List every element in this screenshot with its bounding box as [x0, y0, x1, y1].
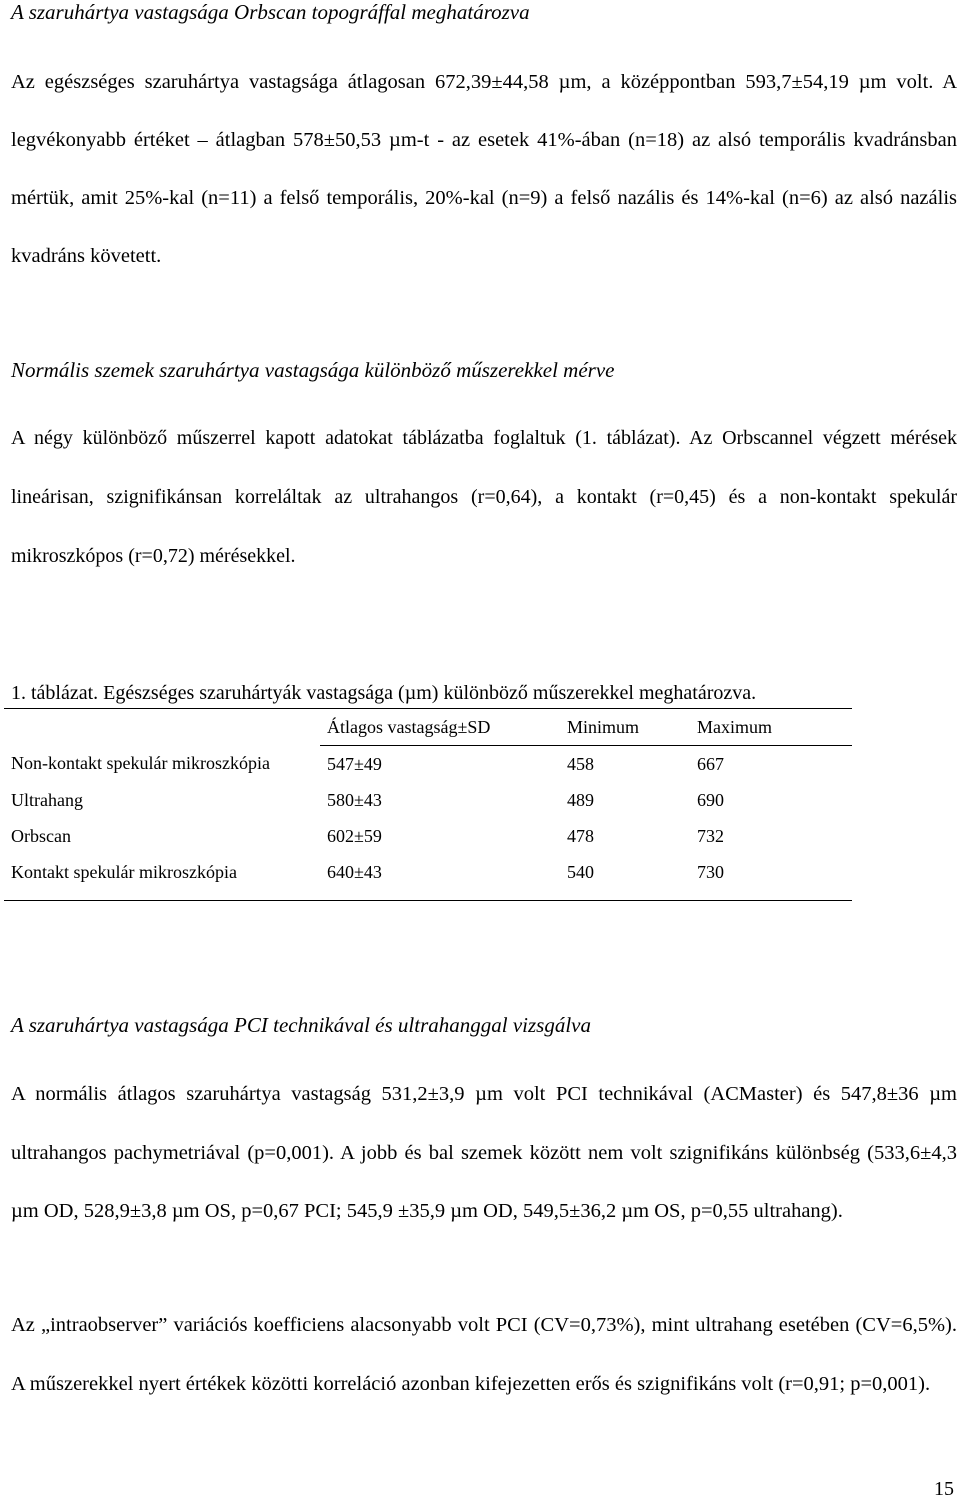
table-cell-minimum: 489: [567, 789, 594, 810]
table-header-minimum: Minimum: [560, 709, 690, 746]
table-row: [4, 854, 852, 901]
table-header-empty: [4, 709, 320, 746]
table-cell-maximum: 732: [697, 825, 724, 846]
table-cell-maximum: 667: [697, 753, 724, 774]
table-caption: 1. táblázat. Egészséges szaruhártyák vastagsága (µm) különböző műszerekkel meghatározva.: [11, 682, 757, 704]
table-cell-minimum: 458: [567, 753, 594, 774]
thickness-table: [4, 708, 852, 901]
section-heading-instruments: Normális szemek szaruhártya vastagsága különböző műszerekkel mérve: [11, 358, 615, 382]
table-row: [4, 746, 852, 783]
paragraph-instruments: A négy különböző műszerrel kapott adatokat táblázatba foglaltuk (1. táblázat). Az Orbscannel végzett mérések lineárisan, szignifikánsan korreláltak az ultrahangos (r=0,64), a kontakt (r=0,45) és a non-kontakt spekulár mikroszkópos (r=0,72) mérésekkel.: [11, 427, 957, 567]
table-cell-instrument: Orbscan: [11, 825, 71, 846]
table-header-mean: Átlagos vastagság±SD: [320, 709, 560, 746]
table-header-row: [4, 709, 852, 746]
table-cell-mean: 580±43: [327, 789, 382, 810]
table-header-maximum: Maximum: [690, 709, 852, 746]
paragraph-pci-variation: Az „intraobserver” variációs koefficiens alacsonyabb volt PCI (CV=0,73%), mint ultrahang esetében (CV=6,5%). A műszerekkel nyert értékek közötti korreláció azonban kifejezetten erős és szignifikáns volt (r=0,91; p=0,001).: [11, 1314, 957, 1395]
table-row: [4, 818, 852, 854]
table-cell-mean: 547±49: [327, 753, 382, 774]
section-heading-orbscan: A szaruhártya vastagsága Orbscan topográffal meghatározva: [11, 0, 530, 24]
table-cell-mean: 602±59: [327, 825, 382, 846]
table-cell-minimum: 478: [567, 825, 594, 846]
paragraph-orbscan: Az egészséges szaruhártya vastagsága átlagosan 672,39±44,58 µm, a középpontban 593,7±54,19 µm volt. A legvékonyabb értéket – átlagban 578±50,53 µm-t - az esetek 41%-ában (n=18) az alsó temporális kvadránsban mértük, amit 25%-kal (n=11) a felső temporális, 20%-kal (n=9) a felső nazális és 14%-kal (n=6) az alsó nazális kvadráns követett.: [11, 71, 957, 267]
page-number: 15: [934, 1478, 954, 1500]
table-cell-mean: 640±43: [327, 861, 382, 882]
table-row: [4, 782, 852, 818]
section-heading-pci: A szaruhártya vastagsága PCI technikával és ultrahanggal vizsgálva: [11, 1013, 591, 1037]
table-cell-maximum: 690: [697, 789, 724, 810]
paragraph-pci-results: A normális átlagos szaruhártya vastagság 531,2±3,9 µm volt PCI technikával (ACMaster) és 547,8±36 µm ultrahangos pachymetriával (p=0,001). A jobb és bal szemek között nem volt szignifikáns különbség (533,6±4,3 µm OD, 528,9±3,8 µm OS, p=0,67 PCI; 545,9 ±35,9 µm OD, 549,5±36,2 µm OS, p=0,55 ultrahang).: [11, 1083, 957, 1222]
table-cell-instrument: Ultrahang: [11, 789, 83, 810]
table-cell-minimum: 540: [567, 861, 594, 882]
table-cell-instrument: Non-kontakt spekulár mikroszkópia: [11, 753, 270, 774]
table-cell-maximum: 730: [697, 861, 724, 882]
table-cell-instrument: Kontakt spekulár mikroszkópia: [11, 861, 237, 882]
